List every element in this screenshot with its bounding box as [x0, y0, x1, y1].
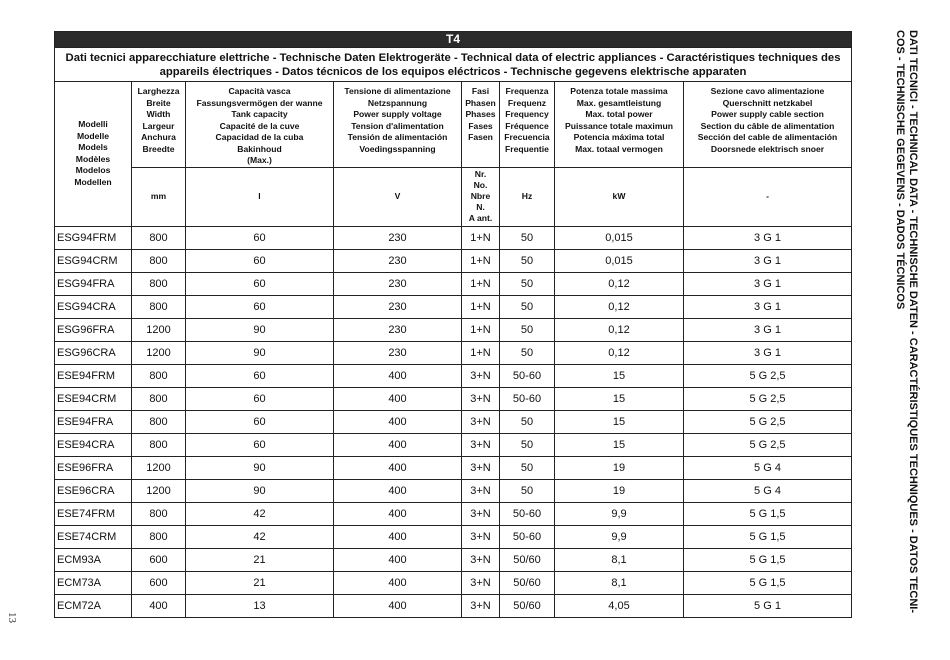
cell-model: ESG96CRA: [55, 341, 132, 364]
cell-power: 0,12: [555, 318, 684, 341]
column-header-line: Capacidad de la cuba: [215, 132, 304, 142]
cell-cable: 5 G 2,5: [684, 410, 852, 433]
table-code: T4: [55, 32, 852, 48]
cell-frequency: 50: [500, 456, 555, 479]
column-header-line: Modelli: [78, 119, 108, 130]
column-header-capacity: [186, 82, 334, 168]
cell-model: ESG94FRM: [55, 226, 132, 249]
column-header-line: Modelos: [75, 165, 111, 176]
cell-frequency: 50: [500, 249, 555, 272]
cell-width: 800: [132, 502, 186, 525]
cell-model: ESE94CRM: [55, 387, 132, 410]
cell-frequency: 50: [500, 226, 555, 249]
cell-power: 8,1: [555, 548, 684, 571]
column-header-frequency: [500, 82, 555, 168]
cell-model: ESE74CRM: [55, 525, 132, 548]
cell-voltage: 230: [334, 272, 462, 295]
cell-frequency: 50: [500, 479, 555, 502]
cell-voltage: 230: [334, 249, 462, 272]
unit-line: A ant.: [468, 213, 493, 223]
cell-width: 800: [132, 433, 186, 456]
column-header-line: Phases: [465, 109, 496, 119]
cell-capacity: 60: [186, 387, 334, 410]
cell-cable: 3 G 1: [684, 272, 852, 295]
cell-power: 15: [555, 433, 684, 456]
cell-width: 800: [132, 226, 186, 249]
cell-cable: 5 G 1: [684, 594, 852, 617]
cell-voltage: 400: [334, 548, 462, 571]
cell-phases: 3+N: [462, 571, 500, 594]
cell-power: 9,9: [555, 502, 684, 525]
cell-phases: 1+N: [462, 272, 500, 295]
cell-width: 400: [132, 594, 186, 617]
column-header-phases: [462, 82, 500, 168]
column-header-models: [55, 82, 132, 227]
unit-line: Nr.: [474, 169, 487, 179]
cell-capacity: 90: [186, 318, 334, 341]
column-header-line: Tensione di alimentazione: [344, 86, 451, 96]
cell-capacity: 90: [186, 456, 334, 479]
cell-width: 800: [132, 364, 186, 387]
table-row: [55, 410, 852, 433]
cell-phases: 3+N: [462, 525, 500, 548]
cell-model: ESE94FRM: [55, 364, 132, 387]
table-row: [55, 594, 852, 617]
cell-phases: 3+N: [462, 456, 500, 479]
cell-frequency: 50-60: [500, 387, 555, 410]
column-header-line: Tank capacity: [231, 109, 288, 119]
column-header-line: Power supply voltage: [353, 109, 442, 119]
cell-voltage: 230: [334, 318, 462, 341]
column-header-line: Netzspannung: [367, 97, 428, 108]
table-row: [55, 502, 852, 525]
unit-cable: -: [684, 167, 852, 226]
cell-capacity: 60: [186, 226, 334, 249]
column-header-line: Puissance totale maximun: [565, 120, 673, 131]
cell-frequency: 50: [500, 433, 555, 456]
table-row: [55, 272, 852, 295]
column-header-line: Phasen: [465, 97, 496, 108]
cell-width: 600: [132, 548, 186, 571]
column-header-line: Frequenz: [507, 97, 547, 108]
unit-frequency: Hz: [500, 167, 555, 226]
cell-phases: 1+N: [462, 295, 500, 318]
column-header-line: Frecuencia: [504, 132, 550, 142]
cell-model: ECM72A: [55, 594, 132, 617]
table-row: [55, 525, 852, 548]
column-header-line: Modèles: [75, 153, 111, 164]
cell-phases: 3+N: [462, 594, 500, 617]
cell-power: 8,1: [555, 571, 684, 594]
column-header-line: Max. total power: [585, 109, 653, 119]
cell-cable: 5 G 1,5: [684, 571, 852, 594]
cell-frequency: 50/60: [500, 548, 555, 571]
column-header-line: Anchura: [141, 132, 176, 142]
column-header-line: Max. totaal vermogen: [575, 143, 663, 154]
column-header-line: Bakinhoud: [237, 143, 282, 154]
column-header-line: Querschnitt netzkabel: [722, 97, 813, 108]
cell-width: 800: [132, 525, 186, 548]
technical-data-table: [54, 31, 852, 618]
cell-phases: 1+N: [462, 249, 500, 272]
table-row: [55, 387, 852, 410]
column-header-line: Fréquence: [505, 120, 549, 131]
cell-voltage: 400: [334, 571, 462, 594]
cell-capacity: 90: [186, 479, 334, 502]
cell-voltage: 400: [334, 502, 462, 525]
column-header-line: Modelle: [77, 130, 109, 141]
cell-phases: 3+N: [462, 479, 500, 502]
cell-model: ESG94CRA: [55, 295, 132, 318]
cell-capacity: 42: [186, 502, 334, 525]
cell-power: 15: [555, 410, 684, 433]
column-header-line: Power supply cable section: [711, 109, 824, 119]
cell-frequency: 50-60: [500, 364, 555, 387]
column-header-line: Voedingsspanning: [359, 143, 436, 154]
cell-width: 600: [132, 571, 186, 594]
cell-power: 0,015: [555, 226, 684, 249]
cell-voltage: 400: [334, 594, 462, 617]
cell-capacity: 60: [186, 364, 334, 387]
unit-line: No.: [473, 180, 488, 190]
cell-cable: 3 G 1: [684, 295, 852, 318]
cell-power: 0,12: [555, 272, 684, 295]
cell-width: 1200: [132, 341, 186, 364]
unit-line: Nbre: [470, 191, 491, 201]
cell-model: ESE96CRA: [55, 479, 132, 502]
column-header-line: Width: [146, 109, 171, 119]
cell-power: 19: [555, 456, 684, 479]
cell-width: 800: [132, 295, 186, 318]
cell-voltage: 400: [334, 433, 462, 456]
column-header-line: Sezione cavo alimentazione: [710, 86, 825, 96]
cell-width: 800: [132, 387, 186, 410]
cell-power: 0,12: [555, 295, 684, 318]
column-header-line: (Max.): [247, 155, 272, 165]
cell-phases: 3+N: [462, 548, 500, 571]
cell-model: ESE74FRM: [55, 502, 132, 525]
cell-model: ESE94FRA: [55, 410, 132, 433]
cell-cable: 5 G 1,5: [684, 525, 852, 548]
cell-power: 15: [555, 387, 684, 410]
table-row: [55, 548, 852, 571]
column-header-line: Potencia máxima total: [573, 132, 665, 142]
cell-cable: 3 G 1: [684, 341, 852, 364]
cell-power: 15: [555, 364, 684, 387]
cell-power: 19: [555, 479, 684, 502]
cell-capacity: 13: [186, 594, 334, 617]
cell-power: 4,05: [555, 594, 684, 617]
cell-voltage: 230: [334, 341, 462, 364]
side-section-title: DATI TECNICI - TECHNICAL DATA - TECHNISCHE DATEN - CARACTÉRISTIQUES TECHNIQUES - DATOS TECNI-COS - TECHNISCHE GEGEVENS - DADOS TÉCNICOS: [894, 30, 919, 613]
cell-capacity: 21: [186, 571, 334, 594]
table-header: [55, 32, 852, 227]
unit-row: [55, 167, 852, 226]
cell-voltage: 400: [334, 525, 462, 548]
cell-phases: 3+N: [462, 502, 500, 525]
unit-capacity: l: [186, 167, 334, 226]
cell-model: ESE94CRA: [55, 433, 132, 456]
table-row: [55, 318, 852, 341]
table-body: [55, 226, 852, 617]
table-row: [55, 571, 852, 594]
cell-model: ECM73A: [55, 571, 132, 594]
cell-width: 1200: [132, 479, 186, 502]
column-header-line: Largeur: [142, 120, 175, 131]
column-header-line: Fases: [468, 120, 493, 131]
column-header-line: Modellen: [74, 176, 112, 187]
cell-phases: 3+N: [462, 433, 500, 456]
cell-capacity: 60: [186, 272, 334, 295]
unit-power: kW: [555, 167, 684, 226]
cell-cable: 5 G 2,5: [684, 387, 852, 410]
cell-capacity: 60: [186, 433, 334, 456]
cell-voltage: 230: [334, 226, 462, 249]
cell-capacity: 60: [186, 410, 334, 433]
cell-cable: 5 G 4: [684, 456, 852, 479]
cell-cable: 3 G 1: [684, 226, 852, 249]
cell-power: 0,12: [555, 341, 684, 364]
page-number: 13: [6, 612, 18, 623]
column-header-line: Capacità vasca: [228, 86, 291, 96]
cell-frequency: 50/60: [500, 594, 555, 617]
column-header-line: Frequentie: [505, 143, 549, 154]
column-header-line: Fasi: [471, 86, 490, 96]
column-header-line: Frequenza: [505, 86, 549, 96]
cell-model: ESG94FRA: [55, 272, 132, 295]
cell-voltage: 400: [334, 410, 462, 433]
column-header-line: Fasen: [468, 132, 493, 142]
cell-capacity: 21: [186, 548, 334, 571]
cell-capacity: 42: [186, 525, 334, 548]
table-row: [55, 479, 852, 502]
column-header-line: Max. gesamtleistung: [576, 97, 662, 108]
table-row: [55, 364, 852, 387]
column-header-line: Breite: [146, 97, 171, 108]
column-header-line: Models: [78, 142, 108, 153]
table-row: [55, 226, 852, 249]
unit-line: N.: [476, 202, 485, 212]
cell-cable: 5 G 2,5: [684, 364, 852, 387]
cell-cable: 5 G 1,5: [684, 548, 852, 571]
cell-frequency: 50: [500, 410, 555, 433]
cell-model: ESE96FRA: [55, 456, 132, 479]
cell-cable: 5 G 1,5: [684, 502, 852, 525]
column-header-line: Larghezza: [137, 86, 180, 96]
cell-capacity: 60: [186, 249, 334, 272]
cell-voltage: 400: [334, 456, 462, 479]
cell-phases: 3+N: [462, 387, 500, 410]
cell-capacity: 60: [186, 295, 334, 318]
column-header-line: Fassungsvermögen der wanne: [196, 97, 323, 108]
cell-cable: 5 G 2,5: [684, 433, 852, 456]
cell-width: 1200: [132, 318, 186, 341]
cell-model: ESG94CRM: [55, 249, 132, 272]
table-row: [55, 341, 852, 364]
table-row: [55, 295, 852, 318]
cell-voltage: 400: [334, 387, 462, 410]
cell-frequency: 50: [500, 341, 555, 364]
column-header-line: Tensión de alimentación: [347, 132, 448, 142]
column-header-width: [132, 82, 186, 168]
cell-frequency: 50-60: [500, 525, 555, 548]
column-header-line: Doorsnede elektrisch snoer: [710, 143, 825, 154]
cell-phases: 3+N: [462, 410, 500, 433]
cell-power: 0,015: [555, 249, 684, 272]
cell-frequency: 50: [500, 318, 555, 341]
cell-width: 800: [132, 272, 186, 295]
cell-power: 9,9: [555, 525, 684, 548]
table-row: [55, 433, 852, 456]
technical-data-table-container: [54, 31, 851, 618]
cell-width: 1200: [132, 456, 186, 479]
table-row: [55, 249, 852, 272]
cell-phases: 1+N: [462, 318, 500, 341]
column-header-line: Section du câble de alimentation: [700, 120, 835, 131]
cell-width: 800: [132, 249, 186, 272]
cell-voltage: 230: [334, 295, 462, 318]
unit-width: mm: [132, 167, 186, 226]
cell-frequency: 50/60: [500, 571, 555, 594]
cell-frequency: 50: [500, 295, 555, 318]
column-header-line: Tension d'alimentation: [351, 120, 444, 131]
cell-phases: 1+N: [462, 341, 500, 364]
cell-phases: 1+N: [462, 226, 500, 249]
unit-voltage: V: [334, 167, 462, 226]
column-header-voltage: [334, 82, 462, 168]
column-header-line: Frequency: [505, 109, 549, 119]
column-header-row: [55, 82, 852, 168]
cell-voltage: 400: [334, 479, 462, 502]
column-header-cable: [684, 82, 852, 168]
cell-cable: 3 G 1: [684, 249, 852, 272]
column-header-line: Capacité de la cuve: [219, 120, 300, 131]
column-header-power: [555, 82, 684, 168]
cell-frequency: 50: [500, 272, 555, 295]
table-title: Dati tecnici apparecchiature elettriche - Technische Daten Elektrogeräte - Technical data of electric appliances - Caractéristiques techniques des appareils électriques - Datos técnicos de los equipos eléctricos - Technische gegevens elektrische apparaten: [55, 48, 852, 82]
cell-model: ECM93A: [55, 548, 132, 571]
unit-phases: [462, 167, 500, 226]
cell-model: ESG96FRA: [55, 318, 132, 341]
cell-cable: 5 G 4: [684, 479, 852, 502]
cell-capacity: 90: [186, 341, 334, 364]
cell-phases: 3+N: [462, 364, 500, 387]
cell-frequency: 50-60: [500, 502, 555, 525]
column-header-line: Potenza totale massima: [570, 86, 668, 96]
table-row: [55, 456, 852, 479]
cell-cable: 3 G 1: [684, 318, 852, 341]
cell-voltage: 400: [334, 364, 462, 387]
column-header-line: Sección del cable de alimentación: [697, 132, 838, 142]
cell-width: 800: [132, 410, 186, 433]
column-header-line: Breedte: [142, 143, 175, 154]
